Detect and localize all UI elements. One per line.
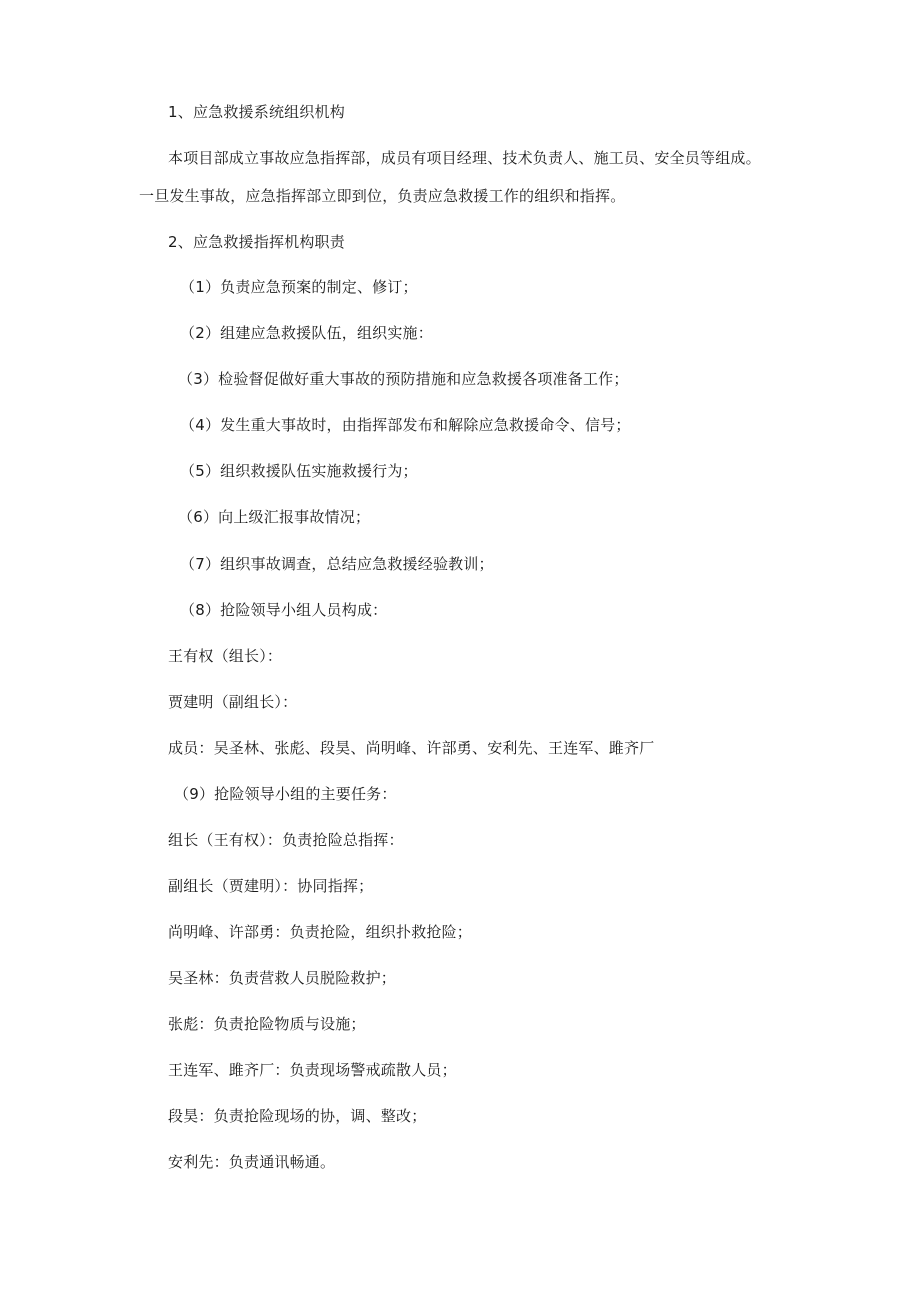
duty-item-6: （6）向上级汇报事故情况； [178, 508, 371, 526]
duty-item-8: （8）抢险领导小组人员构成： [180, 601, 388, 619]
duty-item-7: （7）组织事故调查，总结应急救援经验教训； [180, 555, 494, 573]
duty-item-1: （1）负责应急预案的制定、修订； [180, 278, 418, 296]
section1-heading: 1、应急救援系统组织机构 [168, 103, 345, 121]
duty-item-4: （4）发生重大事故时，由指挥部发布和解除应急救援命令、信号； [180, 416, 631, 434]
deputy-leader-line: 贾建明（副组长）： [168, 693, 298, 711]
duty-item-2: （2）组建应急救援队伍，组织实施： [180, 324, 433, 342]
task-item-6: 王连军、雎齐厂：负责现场警戒疏散人员； [168, 1061, 457, 1079]
task-item-3: 尚明峰、许部勇：负责抢险，组织扑救抢险； [168, 923, 473, 941]
members-line: 成员：吴圣林、张彪、段昊、尚明峰、许部勇、安利先、王连军、雎齐厂 [168, 739, 655, 757]
team-leader-line: 王有权（组长）： [168, 647, 283, 665]
task-item-7: 段昊：负责抢险现场的协，调、整改； [168, 1107, 427, 1125]
section1-paragraph-line1: 本项目部成立事故应急指挥部，成员有项目经理、技术负责人、施工员、安全员等组成。 [168, 149, 761, 167]
section2-heading: 2、应急救援指挥机构职责 [168, 233, 345, 251]
task-item-2: 副组长（贾建明）：协同指挥； [168, 877, 374, 895]
task-item-1: 组长（王有权）：负责抢险总指挥： [168, 831, 404, 849]
tasks-heading: （9）抢险领导小组的主要任务： [174, 785, 397, 803]
task-item-4: 吴圣林：负责营救人员脱险救护； [168, 969, 397, 987]
duty-item-5: （5）组织救援队伍实施救援行为； [180, 462, 418, 480]
task-item-5: 张彪：负责抢险物质与设施； [168, 1015, 366, 1033]
section1-paragraph-line2: 一旦发生事故，应急指挥部立即到位，负责应急救援工作的组织和指挥。 [139, 187, 626, 205]
duty-item-3: （3）检验督促做好重大事故的预防措施和应急救援各项准备工作； [178, 370, 629, 388]
task-item-8: 安利先：负责通讯畅通。 [168, 1153, 336, 1171]
